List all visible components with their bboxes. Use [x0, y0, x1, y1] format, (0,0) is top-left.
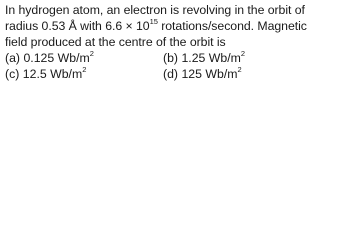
answer-options	[5, 50, 345, 82]
option-b[interactable]	[163, 50, 323, 66]
question-text-line-2	[5, 18, 346, 34]
question-line-2-prefix: radius 0.53 Å with 6.6 × 10	[5, 19, 150, 33]
option-c-value: 12.5 Wb/m	[22, 67, 83, 81]
option-c-exponent: 2	[82, 64, 87, 74]
option-a[interactable]	[5, 50, 163, 66]
option-b-value: 1.25 Wb/m	[181, 51, 241, 65]
option-a-value: 0.125 Wb/m	[23, 51, 90, 65]
option-a-label: (a)	[5, 51, 21, 65]
option-d-exponent: 2	[237, 64, 242, 74]
option-d[interactable]	[163, 66, 323, 82]
option-a-exponent: 2	[89, 48, 94, 58]
option-d-label: (d)	[163, 67, 179, 81]
option-c-label: (c)	[5, 67, 20, 81]
option-b-exponent: 2	[240, 48, 246, 58]
question-line-2-suffix: rotations/second. Magnetic	[157, 19, 307, 33]
question-block	[0, 0, 350, 83]
option-c[interactable]	[5, 66, 163, 82]
option-d-value: 125 Wb/m	[181, 67, 238, 81]
question-text-line-3	[5, 34, 346, 50]
question-line-3: field produced at the centre of the orbit is	[5, 35, 226, 49]
question-text-line-1	[5, 2, 346, 18]
option-b-label: (b)	[163, 51, 179, 65]
question-line-1: In hydrogen atom, an electron is revolving in the orbit of	[5, 3, 305, 17]
rotation-exponent: 15	[149, 16, 158, 26]
